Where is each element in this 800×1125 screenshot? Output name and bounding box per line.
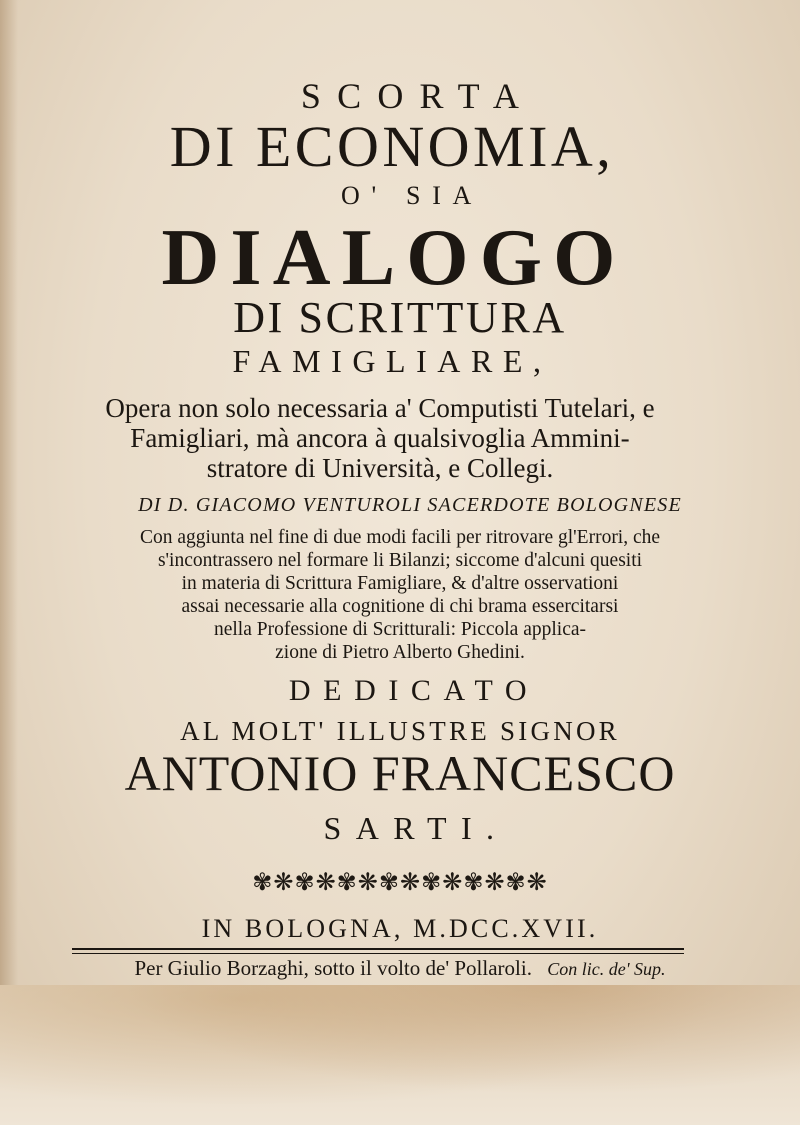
dedicatee-surname: SARTI. (323, 810, 509, 846)
addendum-line: nella Professione di Scritturali: Piccola applica- (213, 619, 586, 640)
imprint-line (0, 958, 800, 979)
description-line: Famigliari, mà ancora à qualsivoglia Ammini- (130, 423, 630, 453)
addendum-line: zione di Pietro Alberto Ghedini. (275, 642, 525, 663)
addendum-line: s'incontrassero nel formare li Bilanzi; siccome d'alcuni quesiti (157, 550, 643, 571)
title-famigliare: FAMIGLIARE, (232, 343, 552, 379)
addendum-line: in materia di Scrittura Famigliare, & d'altre osservationi (181, 573, 619, 594)
addendum-line: Con aggiunta nel fine di due modi facili per ritrovare gl'Errori, che (139, 527, 661, 548)
title-scrittura: DI SCRITTURA (233, 293, 567, 342)
license-note: Con lic. de' Sup. (547, 959, 666, 979)
printer-ornament: ✾❋✾❋✾❋✾❋✾❋✾❋✾❋ (252, 870, 548, 896)
author-line: DI D. GIACOMO VENTUROLI SACERDOTE BOLOGNESE (138, 494, 682, 516)
dedicatee-name: ANTONIO FRANCESCO (124, 745, 676, 801)
place-date: IN BOLOGNA, M.DCC.XVII. (201, 914, 599, 943)
dedication-to: AL MOLT' ILLUSTRE SIGNOR (180, 716, 620, 746)
description-line: stratore di Università, e Collegi. (206, 453, 554, 483)
title-dialogo: DIALOGO (161, 214, 627, 302)
water-stain (0, 985, 800, 1125)
imprint-rule (72, 948, 684, 950)
addendum-line: assai necessarie alla cognitione di chi brama essercitarsi (181, 596, 619, 617)
imprint-rule-thin (72, 953, 684, 954)
dedication-heading: DEDICATO (288, 674, 540, 707)
printer-name: Per Giulio Borzaghi, sotto il volto de' Pollaroli. (134, 956, 532, 980)
description-line: Opera non solo necessaria a' Computisti Tutelari, e (105, 393, 655, 423)
title-scorta: SCORTA (300, 76, 536, 116)
title-osia: O' SIA (340, 181, 484, 210)
title-economia: DI ECONOMIA, (169, 114, 615, 179)
